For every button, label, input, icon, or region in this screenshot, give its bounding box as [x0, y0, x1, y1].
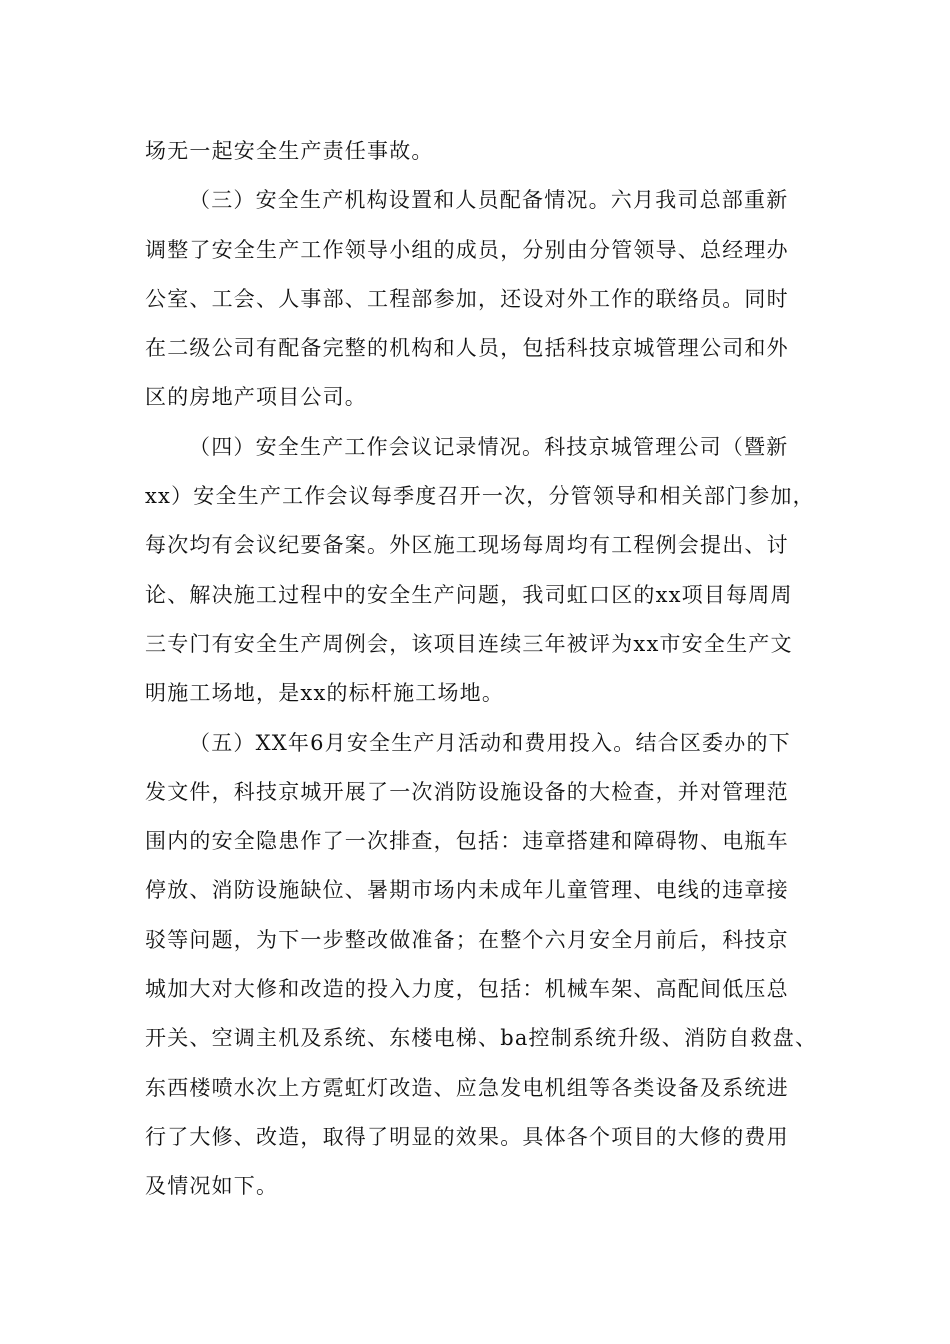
text-line: 发文件，科技京城开展了一次消防设施设备的大检查，并对管理范 — [145, 779, 789, 804]
text-line: 开关、空调主机及系统、东楼电梯、ba控制系统升级、消防自救盘、 — [145, 1026, 818, 1051]
text-line: 驳等问题，为下一步整改做准备；在整个六月安全月前后，科技京 — [145, 927, 789, 952]
text-line: （五）XX年6月安全生产月活动和费用投入。结合区委办的下 — [189, 730, 791, 755]
text-line: 每次均有会议纪要备案。外区施工现场每周均有工程例会提出、讨 — [145, 533, 789, 558]
document-body — [145, 127, 835, 1212]
text-line: 场无一起安全生产责任事故。 — [145, 139, 434, 163]
text-line: 公室、工会、人事部、工程部参加，还设对外工作的联络员。同时 — [145, 286, 789, 311]
text-line: 行了大修、改造，取得了明显的效果。具体各个项目的大修的费用 — [145, 1124, 789, 1149]
text-line: 东西楼喷水次上方霓虹灯改造、应急发电机组等各类设备及系统进 — [145, 1075, 789, 1100]
text-line: （四）安全生产工作会议记录情况。科技京城管理公司（暨新 — [189, 434, 789, 459]
text-line: 论、解决施工过程中的安全生产问题，我司虹口区的xx项目每周周 — [145, 582, 793, 607]
text-line: 城加大对大修和改造的投入力度，包括：机械车架、高配间低压总 — [145, 977, 789, 1002]
text-line: 停放、消防设施缺位、暑期市场内未成年儿童管理、电线的违章接 — [145, 878, 789, 903]
text-line: （三）安全生产机构设置和人员配备情况。六月我司总部重新 — [189, 188, 789, 213]
text-line: 区的房地产项目公司。 — [145, 385, 367, 410]
text-line: xx）安全生产工作会议每季度召开一次，分管领导和相关部门参加， — [145, 484, 815, 509]
text-line: 调整了安全生产工作领导小组的成员，分别由分管领导、总经理办 — [145, 237, 789, 262]
text-line: 及情况如下。 — [145, 1174, 279, 1199]
text-line: 围内的安全隐患作了一次排查，包括：违章搭建和障碍物、电瓶车 — [145, 829, 789, 854]
text-line: 三专门有安全生产周例会，该项目连续三年被评为xx市安全生产文 — [145, 631, 793, 656]
text-line: 在二级公司有配备完整的机构和人员，包括科技京城管理公司和外 — [145, 336, 789, 361]
text-line: 明施工场地，是xx的标杆施工场地。 — [145, 681, 505, 706]
